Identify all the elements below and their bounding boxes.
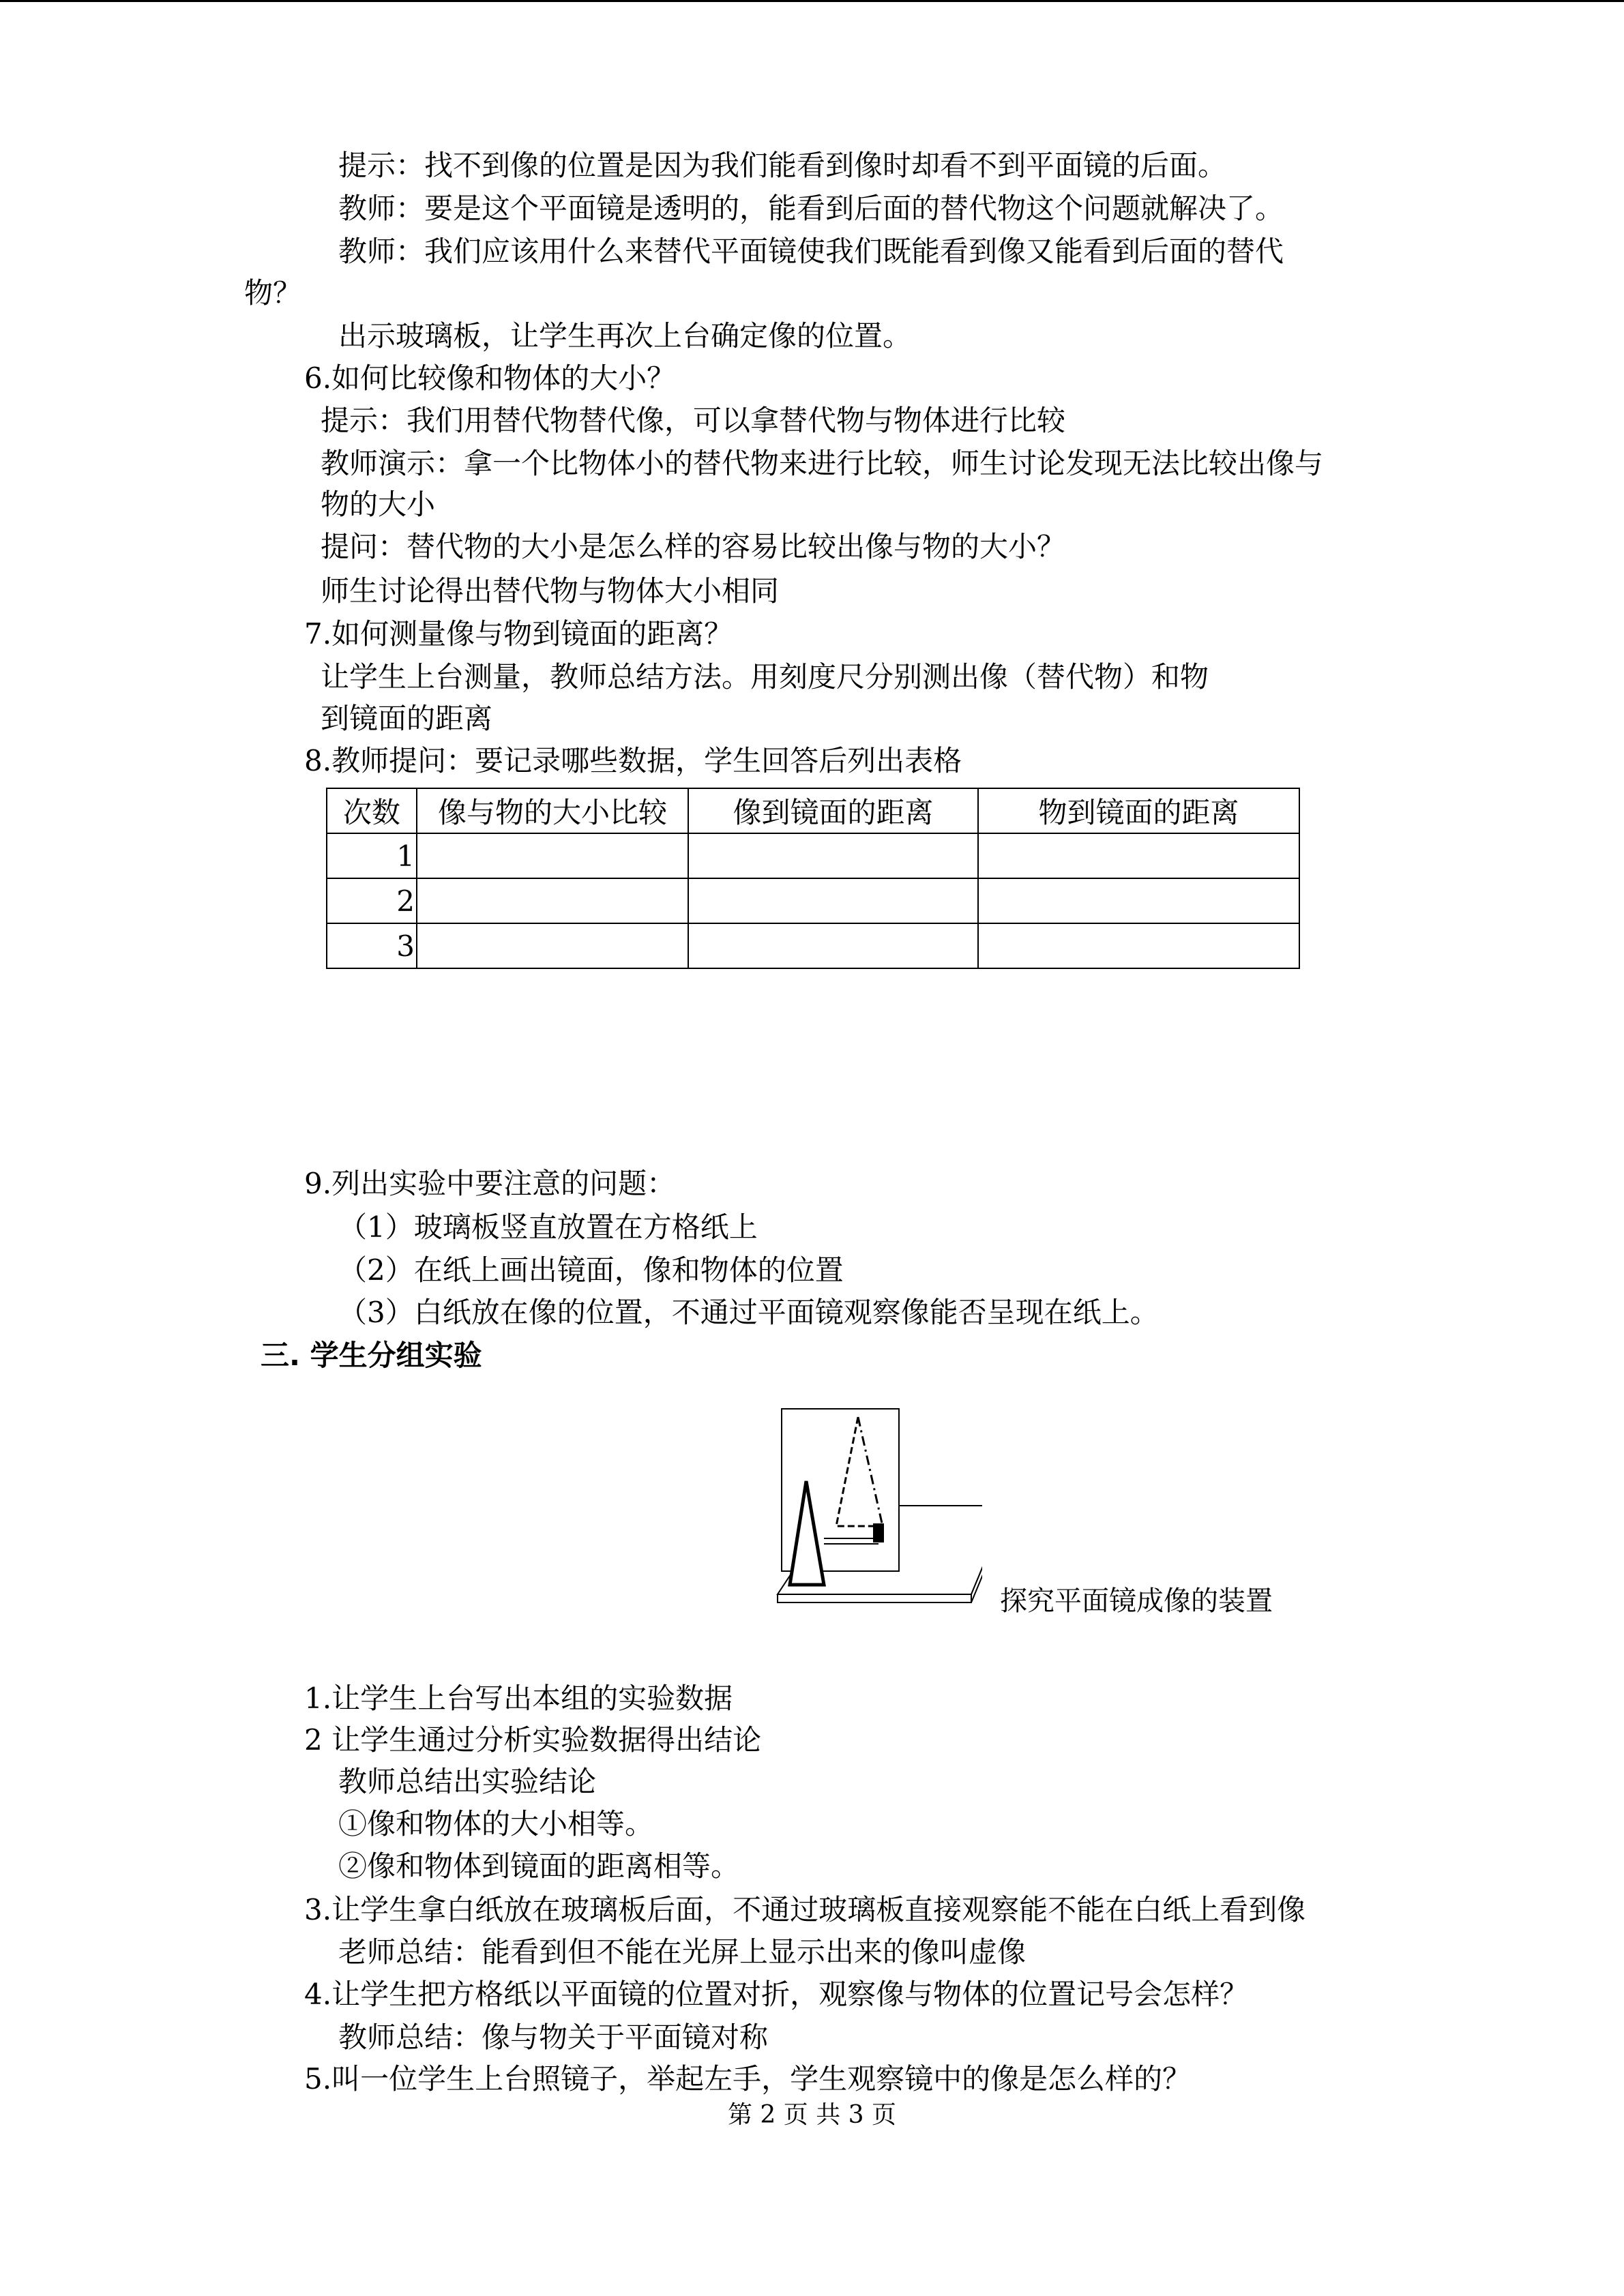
text-line: 9.列出实验中要注意的问题： [304,1167,676,1200]
text-line: 1.让学生上台写出本组的实验数据 [304,1682,733,1715]
text-line: 出示玻璃板，让学生再次上台确定像的位置。 [338,319,912,353]
table-cell [417,878,688,923]
text-line: 6.如何比较像和物体的大小？ [304,361,676,395]
text-line: 物？ [244,276,302,310]
table-cell: 1 [327,833,417,878]
text-line: 提示：找不到像的位置是因为我们能看到像时却看不到平面镜的后面。 [338,149,1227,182]
plane-mirror-apparatus-figure [709,1405,982,1623]
text-line: 4.让学生把方格纸以平面镜的位置对折，观察像与物体的位置记号会怎样？ [304,1978,1249,2011]
text-line: 提示：我们用替代物替代像，可以拿替代物与物体进行比较 [321,404,1066,437]
text-line: 3.让学生拿白纸放在玻璃板后面，不通过玻璃板直接观察能不能在白纸上看到像 [304,1893,1306,1926]
table-cell [978,878,1299,923]
text-line: 5.叫一位学生上台照镜子，举起左手，学生观察镜中的像是怎么样的？ [304,2062,1192,2096]
table-header-cell: 像到镜面的距离 [688,788,978,833]
text-line: 老师总结：能看到但不能在光屏上显示出来的像叫虚像 [338,1935,1027,1969]
top-border [0,0,1624,2]
text-line: 到镜面的距离 [321,702,493,735]
text-line: （1）玻璃板竖直放置在方格纸上 [338,1210,758,1244]
table-cell: 2 [327,878,417,923]
text-line: 教师：我们应该用什么来替代平面镜使我们既能看到像又能看到后面的替代 [338,235,1284,268]
table-cell [688,833,978,878]
table-row [327,833,1299,878]
data-table [326,788,1300,969]
text-line: 教师：要是这个平面镜是透明的，能看到后面的替代物这个问题就解决了。 [338,192,1284,225]
table-cell [978,833,1299,878]
text-line: ①像和物体的大小相等。 [338,1807,654,1840]
substitute-block [873,1523,884,1542]
text-line: （2）在纸上画出镜面，像和物体的位置 [338,1253,844,1287]
section-heading: 三. 学生分组实验 [261,1339,482,1372]
table-cell [417,923,688,968]
table-cell [417,833,688,878]
table-row [327,923,1299,968]
table-cell [978,923,1299,968]
text-line: 物的大小 [321,488,436,521]
text-line: 让学生上台测量，教师总结方法。用刻度尺分别测出像（替代物）和物 [321,660,1209,694]
text-line: 教师演示：拿一个比物体小的替代物来进行比较，师生讨论发现无法比较出像与 [321,447,1324,480]
table-cell: 3 [327,923,417,968]
text-line: （3）白纸放在像的位置，不通过平面镜观察像能否呈现在纸上。 [338,1296,1159,1329]
text-line: ②像和物体到镜面的距离相等。 [338,1849,740,1883]
table-header-cell: 物到镜面的距离 [978,788,1299,833]
text-line: 师生讨论得出替代物与物体大小相同 [321,574,780,608]
table-header-cell: 像与物的大小比较 [417,788,688,833]
text-line: 8.教师提问：要记录哪些数据，学生回答后列出表格 [304,744,962,777]
page-footer: 第 2 页 共 3 页 [727,2101,897,2129]
table-cell [688,878,978,923]
text-line: 2 让学生通过分析实验数据得出结论 [304,1723,762,1757]
board-front [778,1594,971,1602]
text-line: 教师总结：像与物关于平面镜对称 [338,2021,769,2054]
figure-caption: 探究平面镜成像的装置 [1000,1585,1273,1617]
text-line: 7.如何测量像与物到镜面的距离？ [304,617,733,651]
text-line: 提问：替代物的大小是怎么样的容易比较出像与物的大小？ [321,530,1066,563]
table-cell [688,923,978,968]
table-row [327,878,1299,923]
text-line: 教师总结出实验结论 [338,1765,597,1798]
table-header-row [327,788,1299,833]
table-header-cell: 次数 [327,788,417,833]
